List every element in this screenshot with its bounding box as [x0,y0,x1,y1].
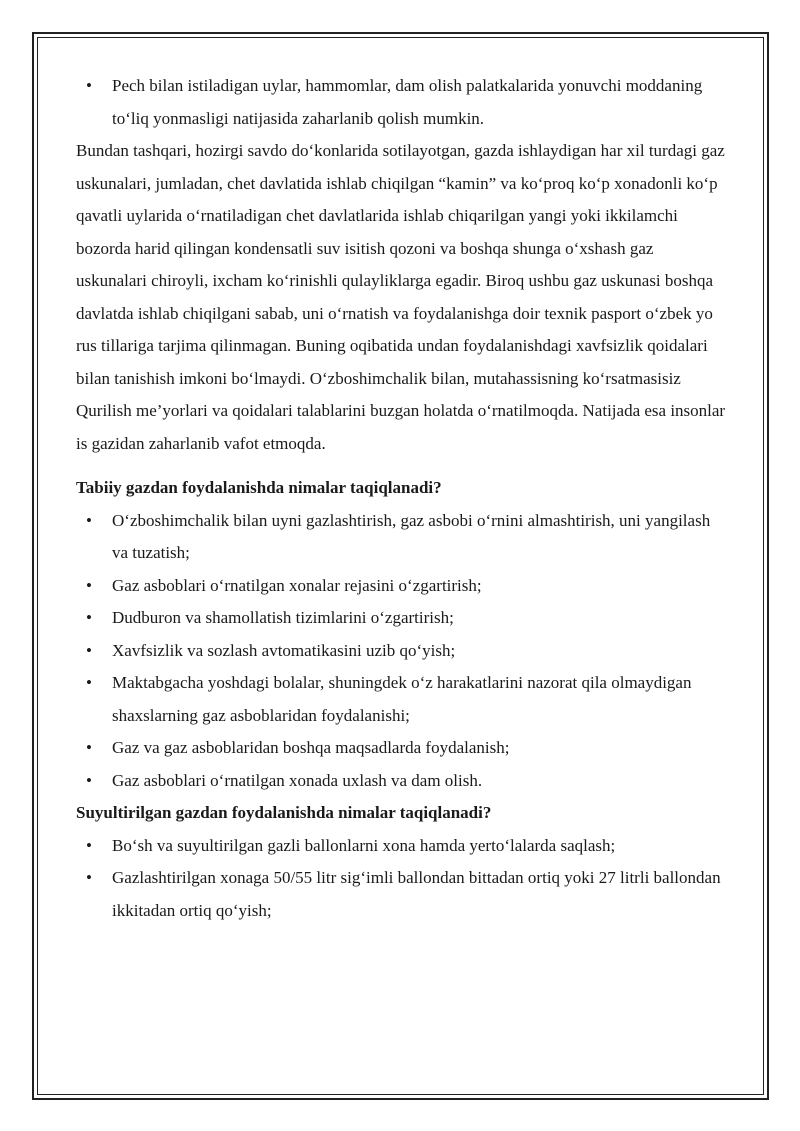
body-paragraph: Bundan tashqari, hozirgi savdo do‘konlarida sotilayotgan, gazda ishlaydigan har xil turdagi gaz uskunalari, jumladan, chet davlatida ishlab chiqilgan “kamin” va ko‘proq ko‘p xonadonli ko‘p qavatli uylarida o‘rnatiladigan chet davlatlarida ishlab chiqarilgan yangi yoki ikkilamchi bozorda harid qilingan kondensatli suv isitish qozoni va boshqa shunga o‘xshash gaz uskunalari chiroyli, ixcham ko‘rinishli qulayliklarga egadir. Biroq ushbu gaz uskunasi boshqa davlatda ishlab chiqilgani sabab, uni o‘rnatish va foydalanishga doir texnik pasport o‘zbek yo rus tillariga tarjima qilinmagan. Buning oqibatida undan foydalanishdagi xavfsizlik qoidalari bilan tanishish imkoni bo‘lmaydi. O‘zboshimchalik bilan, mutahassisning ko‘rsatmasisiz Qurilish me’yorlari va qoidalari talablarini buzgan holatda o‘rnatilmoqda. Natijada esa insonlar is gazidan zaharlanib vafot etmoqda. [76,141,726,453]
section-heading-liquefied-gas: Suyultirilgan gazdan foydalanishda nimalar taqiqlanadi? [76,803,492,822]
list-item: • Pech bilan istiladigan uylar, hammomlar, dam olish palatkalarida yonuvchi moddaning to‘liq yonmasligi natijasida zaharlanib qolish mumkin. [76,70,726,135]
list-item: • Gaz asboblari o‘rnatilgan xonalar rejasini o‘zgartirish; [76,570,726,603]
list-item: • Xavfsizlik va sozlash avtomatikasini uzib qo‘yish; [76,635,726,668]
list-item: • Gazlashtirilgan xonaga 50/55 litr sig‘imli ballondan bittadan ortiq yoki 27 litrli ballondan ikkitadan ortiq qo‘yish; [76,862,726,927]
liquefied-gas-prohibitions-list [76,830,726,928]
document-body [76,70,726,927]
list-item: • Dudburon va shamollatish tizimlarini o‘zgartirish; [76,602,726,635]
list-item: • Bo‘sh va suyultirilgan gazli ballonlarni xona hamda yerto‘lalarda saqlash; [76,830,726,863]
list-item: • Gaz asboblari o‘rnatilgan xonada uxlash va dam olish. [76,765,726,798]
list-item: • Gaz va gaz asboblaridan boshqa maqsadlarda foydalanish; [76,732,726,765]
section-heading-natural-gas: Tabiiy gazdan foydalanishda nimalar taqiqlanadi? [76,478,442,497]
intro-bullet-list [76,70,726,135]
list-item: • Maktabgacha yoshdagi bolalar, shuningdek o‘z harakatlarini nazorat qila olmaydigan shaxslarning gaz asboblaridan foydalanishi; [76,667,726,732]
natural-gas-prohibitions-list [76,505,726,798]
list-item: • O‘zboshimchalik bilan uyni gazlashtirish, gaz asbobi o‘rnini almashtirish, uni yangilash va tuzatish; [76,505,726,570]
